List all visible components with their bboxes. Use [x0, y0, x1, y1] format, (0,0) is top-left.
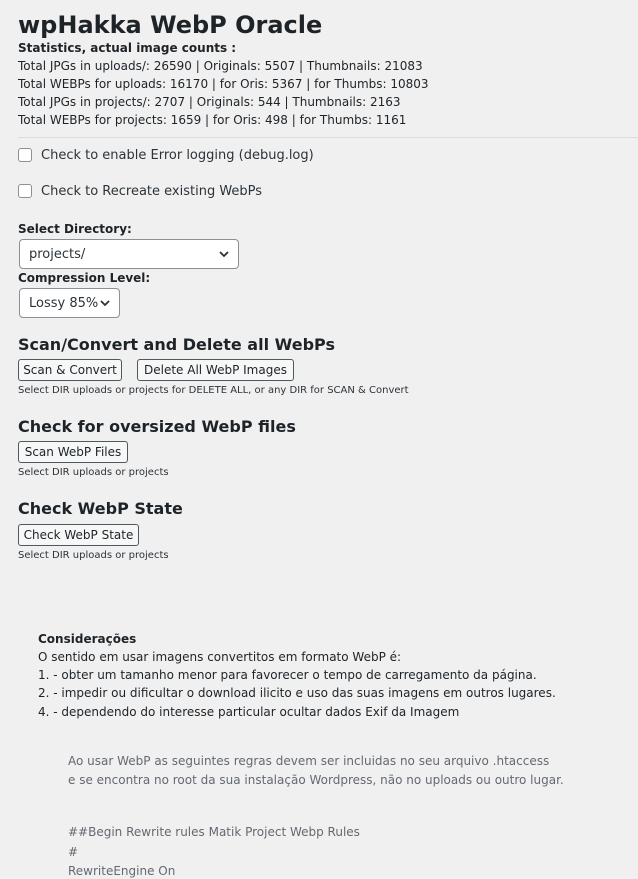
- considerations-intro: O sentido em usar imagens convertitos em formato WebP é:: [38, 650, 402, 664]
- webp-state-hint: Select DIR uploads or projects: [18, 550, 169, 561]
- htaccess-code-line: ##Begin Rewrite rules Matik Project Webp Rules: [68, 825, 360, 839]
- oversized-heading: Check for oversized WebP files: [18, 417, 296, 436]
- considerations-item: 2. - impedir ou dificultar o download ilicito e uso das suas imagens em outros lugares.: [38, 686, 556, 700]
- considerations-item: 1. - obter um tamanho menor para favorecer o tempo de carregamento da página.: [38, 668, 537, 682]
- oversized-hint: Select DIR uploads or projects: [18, 467, 169, 478]
- compression-select[interactable]: [19, 288, 120, 318]
- htaccess-code-line: #: [68, 845, 79, 859]
- error-logging-checkbox[interactable]: [18, 148, 32, 162]
- scan-webp-files-button[interactable]: Scan WebP Files: [18, 441, 128, 463]
- stat-jpgs-projects: Total JPGs in projects/: 2707 | Originals: 544 | Thumbnails: 2163: [18, 95, 401, 109]
- webp-state-heading: Check WebP State: [18, 499, 183, 518]
- directory-select-value: projects/: [29, 246, 86, 262]
- stat-webps-uploads: Total WEBPs for uploads: 16170 | for Oris: 5367 | for Thumbs: 10803: [18, 77, 429, 91]
- stat-jpgs-uploads: Total JPGs in uploads/: 26590 | Originals: 5507 | Thumbnails: 21083: [18, 59, 423, 73]
- scan-convert-hint: Select DIR uploads or projects for DELETE ALL, or any DIR for SCAN & Convert: [18, 385, 409, 396]
- page-title: wpHakka WebP Oracle: [18, 11, 323, 39]
- stats-heading: Statistics, actual image counts :: [18, 41, 237, 55]
- error-logging-label[interactable]: Check to enable Error logging (debug.log): [41, 147, 314, 163]
- chevron-down-icon: [99, 297, 111, 309]
- considerations-item: 4. - dependendo do interesse particular ocultar dados Exif da Imagem: [38, 705, 460, 719]
- htaccess-code-line: RewriteEngine On: [68, 864, 176, 878]
- stat-webps-projects: Total WEBPs for projects: 1659 | for Oris: 498 | for Thumbs: 1161: [18, 113, 407, 127]
- scan-convert-button[interactable]: Scan & Convert: [18, 359, 122, 381]
- divider: [18, 137, 638, 138]
- considerations-title: Considerações: [38, 632, 137, 646]
- check-webp-state-button[interactable]: Check WebP State: [18, 524, 139, 546]
- chevron-down-icon: [218, 248, 230, 260]
- error-logging-option[interactable]: [18, 146, 314, 164]
- delete-all-webp-button[interactable]: Delete All WebP Images: [137, 359, 294, 381]
- htaccess-note-line: e se encontra no root da sua instalação Wordpress, não no uploads ou outro lugar.: [68, 773, 564, 787]
- scan-convert-heading: Scan/Convert and Delete all WebPs: [18, 335, 335, 354]
- htaccess-note-line: Ao usar WebP as seguintes regras devem ser incluidas no seu arquivo .htaccess: [68, 754, 550, 768]
- recreate-checkbox[interactable]: [18, 184, 32, 198]
- directory-label: Select Directory:: [18, 222, 132, 236]
- compression-label: Compression Level:: [18, 271, 151, 285]
- recreate-option[interactable]: [18, 182, 262, 200]
- compression-select-value: Lossy 85%: [29, 295, 99, 311]
- directory-select[interactable]: [19, 239, 239, 269]
- recreate-label[interactable]: Check to Recreate existing WebPs: [41, 183, 263, 199]
